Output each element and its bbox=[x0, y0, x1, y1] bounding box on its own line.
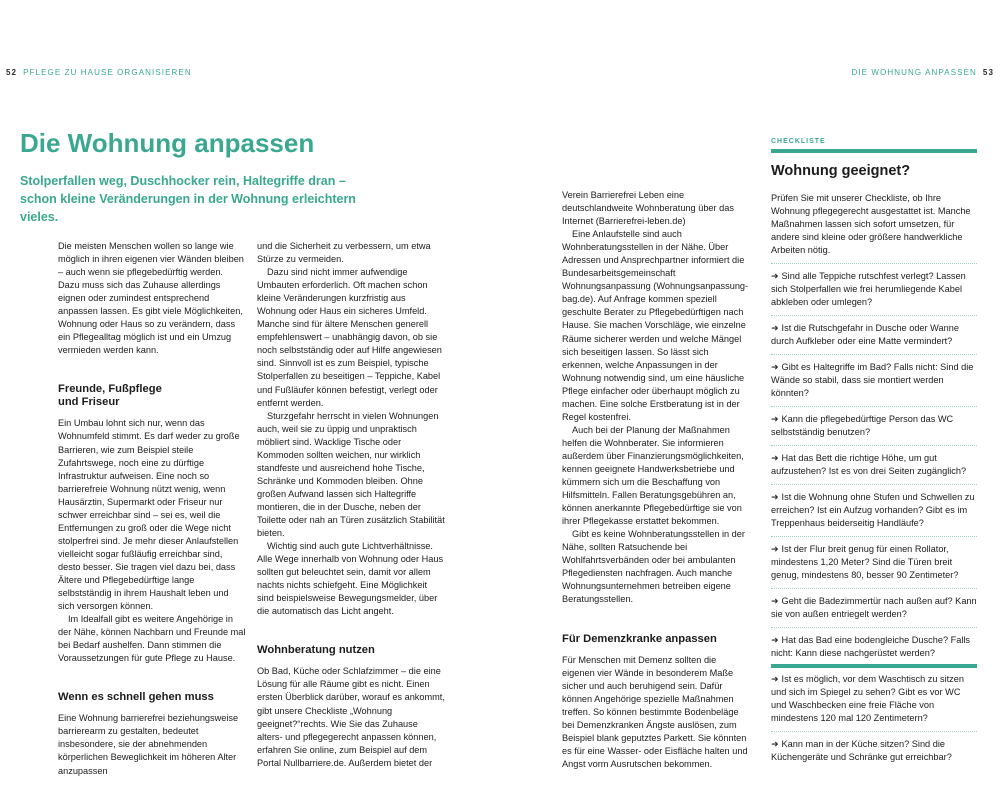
arrow-right-icon: ➜ bbox=[771, 544, 779, 554]
checklist bbox=[771, 192, 977, 770]
checklist-item: ➜ Hat das Bad eine bodengleiche Dusche? Falls nicht: Kann diese nachgerüstet werden? bbox=[771, 627, 977, 666]
arrow-right-icon: ➜ bbox=[771, 492, 779, 502]
checklist-label: CHECKLISTE bbox=[771, 138, 826, 145]
checklist-item: ➜ Sind alle Teppiche rutschfest verlegt? Lassen sich Stolperfallen wie frei herumliegende Kabel abkleben oder umlegen? bbox=[771, 263, 977, 315]
subheading-friends: Freunde, Fußpflege und Friseur bbox=[58, 383, 162, 409]
arrow-right-icon: ➜ bbox=[771, 635, 779, 645]
arrow-right-icon: ➜ bbox=[771, 414, 779, 424]
paragraph: Eine Anlaufstelle sind auch Wohnberatungsstellen in der Nähe. Über Adressen und Ansprechpartner informiert die Bundesarbeitsgemeinschaft Wohnungsanpassung (Wohnungsanpassung-bag.de). Auf Anfrage kommen speziell geschulte Berater zu Pflegebedürftigen nach Hause. Sie machen Vorschläge, wie einzelne Räume sicherer werden und welche Mängel sich beseitigen lassen. So lässt sich erkennen, welche Anpassungen in der Wohnung notwendig sind, um eine häusliche Pflege einfacher oder überhaupt möglich zu machen. Eine solche Erstberatung ist in der Regel kostenfrei. bbox=[562, 229, 749, 422]
right-running-header bbox=[851, 68, 1000, 77]
arrow-right-icon: ➜ bbox=[771, 453, 779, 463]
checklist-item: ➜ Ist die Rutschgefahr in Dusche oder Wanne durch Aufkleber oder eine Matte vermindert? bbox=[771, 315, 977, 354]
arrow-right-icon: ➜ bbox=[771, 596, 779, 606]
checklist-item: ➜ Gibt es Haltegriffe im Bad? Falls nicht: Sind die Wände so stabil, dass sie montiert werden könnten? bbox=[771, 354, 977, 406]
right-page-number: 53 bbox=[982, 68, 994, 77]
arrow-right-icon: ➜ bbox=[771, 323, 779, 333]
checklist-top-bar bbox=[771, 149, 977, 153]
paragraph: Die meisten Menschen wollen so lange wie möglich in ihren eigenen vier Wänden bleiben – auch wenn sie pflegebedürftig werden. Dazu muss sich das Zuhause allerdings eignen oder zumindest entsprechend anpassen lassen. Es gibt viele Möglichkeiten, Wohnung oder Haus so zu verändern, dass ein Pflegealltag möglich ist und ein Umzug vermieden werden kann. bbox=[58, 241, 244, 356]
paragraph: Ein Umbau lohnt sich nur, wenn das Wohnumfeld stimmt. Es darf weder zu große Barrieren, wie zum Beispiel steile Zufahrtswege, noch eine zu dürftige Infrastruktur aufweisen. Eine noch so barrierefreie Wohnung nützt wenig, wenn Hausärztin, Supermarkt oder Friseur nur schwer erreichbar sind – sei es, weil die Entfernungen zu groß oder die Wege nicht stolperfrei sind. Je mehr dieser Anlaufstellen vielleicht sogar fußläufig erreichbar sind, desto besser. Sie tragen viel dazu bei, dass Ältere und Pflegebedürftige lange selbstständig in ihrem Haushalt leben und sich versorgen können. bbox=[58, 418, 240, 612]
subheading-consulting: Wohnberatung nutzen bbox=[257, 644, 375, 657]
checklist-item: ➜ Ist es möglich, vor dem Waschtisch zu sitzen und sich im Spiegel zu sehen? Gibt es vor WC und Waschbecken eine freie Fläche von mindestens 120 mal 120 Zentimetern? bbox=[771, 666, 977, 731]
article-title: Die Wohnung anpassen bbox=[20, 128, 315, 158]
left-running-header bbox=[0, 68, 192, 77]
arrow-right-icon: ➜ bbox=[771, 674, 779, 684]
paragraph: Ob Bad, Küche oder Schlafzimmer – die eine Lösung für alle Räume gibt es nicht. Einen ersten Überblick darüber, worauf es ankommt, gibt unsere Checkliste „Wohnung geeignet?“rechts. Wie Sie das Zuhause alters- und pflegegerecht anpassen können, erfahren Sie online, zum Beispiel auf dem Portal Nullbarriere.de. Außerdem bietet der bbox=[257, 666, 445, 768]
arrow-right-icon: ➜ bbox=[771, 271, 779, 281]
paragraph: Sturzgefahr herrscht in vielen Wohnungen auch, weil sie zu üppig und unpraktisch möbliert sind. Wacklige Tische oder Kommoden sollten weichen, nur wirklich standfeste und ausreichend hohe Tische, Schränke und Kommoden bleiben. Ohne großen Aufwand lassen sich Haltegriffe montieren, die in der Dusche, neben der Toilette oder nah an Türen zusätzlich Stabilität bieten. bbox=[257, 410, 445, 539]
paragraph: Eine Wohnung barrierefrei beziehungsweise barrierearm zu gestalten, bedeutet insbesondere, sie der abnehmenden körperlichen Beweglichkeit im höheren Alter anzupassen bbox=[58, 713, 239, 776]
text-column-3 bbox=[562, 189, 750, 771]
left-section-title: PFLEGE ZU HAUSE ORGANISIEREN bbox=[23, 68, 192, 77]
paragraph: Gibt es keine Wohnberatungsstellen in der Nähe, sollten Ratsuchende bei Wohlfahrtsverbänden oder bei ambulanten Pflegediensten nachfragen. Auch manche Wohnungsunternehmen betreiben eigene Beratungsstellen. bbox=[562, 529, 745, 605]
paragraph: Wichtig sind auch gute Lichtverhältnisse. Alle Wege innerhalb von Wohnung oder Haus sollten gut beleuchtet sein, damit vor allem nachts nichts schiefgeht. Eine Möglichkeit sind beispielsweise Bewegungsmelder, über die automatisch das Licht angeht. bbox=[257, 541, 444, 617]
right-section-title: DIE WOHNUNG ANPASSEN bbox=[851, 68, 977, 77]
paragraph: Auch bei der Planung der Maßnahmen helfen die Wohnberater. Sie informieren außerdem über Finanzierungsmöglichkeiten, kennen geeignete Handwerksbetriebe und kümmern sich um die Beschaffung von Hilfsmitteln. Fallen Beratungsgebühren an, können anerkannte Pflegebedürftige sie von ihrer Pflegekasse erstattet bekommen. bbox=[562, 424, 744, 527]
checklist-bottom-bar bbox=[771, 664, 977, 668]
paragraph: Im Idealfall gibt es weitere Angehörige in der Nähe, können Nachbarn und Freunde mal bei Bedarf aushelfen. Dann stimmen die Voraussetzungen für gute Pflege zu Hause. bbox=[58, 614, 246, 664]
checklist-item: ➜ Kann die pflegebedürftige Person das WC selbstständig benutzen? bbox=[771, 406, 977, 445]
text-column-1 bbox=[58, 240, 246, 778]
article-lead: Stolperfallen weg, Duschhocker rein, Haltegriffe dran – schon kleine Veränderungen in der Wohnung erleichtern vieles. bbox=[20, 174, 356, 224]
arrow-right-icon: ➜ bbox=[771, 739, 779, 749]
checklist-item: ➜ Kann man in der Küche sitzen? Sind die Küchengeräte und Schränke gut erreichbar? bbox=[771, 731, 977, 770]
paragraph: Verein Barrierefrei Leben eine deutschlandweite Wohnberatung über das Internet (Barrierefrei-leben.de) bbox=[562, 190, 734, 227]
checklist-item: ➜ Ist die Wohnung ohne Stufen und Schwellen zu erreichen? Ist ein Aufzug vorhanden? Gibt es im Treppenhaus beiderseitig Handläufe? bbox=[771, 484, 977, 536]
left-page-number: 52 bbox=[6, 68, 18, 77]
text-column-2 bbox=[257, 240, 445, 770]
checklist-item: ➜ Hat das Bett die richtige Höhe, um gut aufzustehen? Ist es von drei Seiten zugänglich? bbox=[771, 445, 977, 484]
subheading-quick: Wenn es schnell gehen muss bbox=[58, 691, 214, 704]
arrow-right-icon: ➜ bbox=[771, 362, 779, 372]
checklist-item: ➜ Geht die Badezimmertür nach außen auf? Kann sie von außen entriegelt werden? bbox=[771, 588, 977, 627]
checklist-title: Wohnung geeignet? bbox=[771, 163, 911, 179]
checklist-intro: Prüfen Sie mit unserer Checkliste, ob Ihre Wohnung pflegegerecht ausgestattet ist. Manche Maßnahmen lassen sich sofort umsetzen, für andere sind kleine oder größere handwerkliche Arbeiten nötig. bbox=[771, 193, 971, 255]
checklist-item: ➜ Ist der Flur breit genug für einen Rollator, mindestens 1,20 Meter? Sind die Türen breit genug, mindestens 80, besser 90 Zentimeter? bbox=[771, 536, 977, 588]
paragraph: Für Menschen mit Demenz sollten die eigenen vier Wände in besonderem Maße sicher und auch beruhigend sein. Dafür können Angehörige spezielle Maßnahmen treffen. So können bestimmte Bodenbeläge bei Demenzkranken Ängste auslösen, zum Beispiel blank geputztes Parkett. Sie könnten es für eine Wasser- oder Eisfläche halten und Angst vorm Ausrutschen bekommen. bbox=[562, 654, 748, 769]
paragraph: und die Sicherheit zu verbessern, um etwa Stürze zu vermeiden. bbox=[257, 241, 431, 265]
subheading-dementia: Für Demenzkranke anpassen bbox=[562, 632, 717, 645]
paragraph: Dazu sind nicht immer aufwendige Umbauten erforderlich. Oft machen schon kleine Veränderungen kurzfristig aus Wohnung oder Haus ein sicheres Umfeld. Manche sind für ältere Menschen generell empfehlenswert – unabhängig davon, ob sie noch selbstständig oder auf Hilfe angewiesen sind. Sinnvoll ist es zum Beispiel, typische Stolperfallen zu beseitigen – Teppiche, Kabel und Fußläufer können befestigt, verlegt oder entfernt werden. bbox=[257, 267, 442, 408]
